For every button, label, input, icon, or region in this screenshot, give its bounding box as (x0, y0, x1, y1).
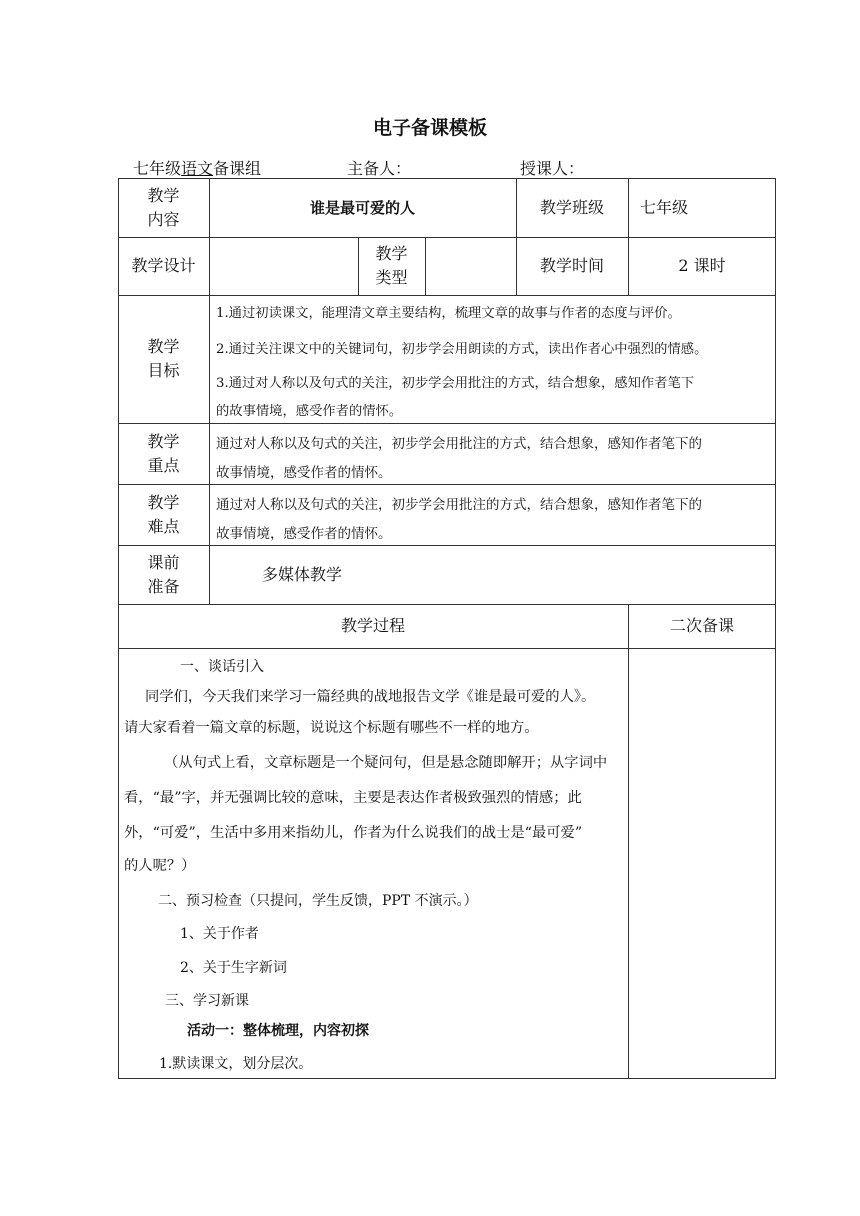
difficulty-line-1: 通过对人称以及句式的关注，初步学会用批注的方式，结合想象，感知作者笔下的 (216, 497, 702, 513)
analysis-line-2: 看，“最”字，并无强调比较的意味，主要是表达作者极致强烈的情感；此 (124, 790, 582, 806)
section2-title: 二、预习检查（只提问，学生反馈，PPT 不演示。） (158, 893, 478, 909)
second-prep-header: 二次备课 (669, 616, 734, 635)
difficulty-line-2: 故事情境，感受作者的情怀。 (216, 526, 392, 542)
type-label (358, 237, 425, 295)
row-divider (118, 648, 776, 649)
col-divider (209, 178, 210, 604)
content-label-line1: 教学 (147, 185, 180, 205)
process-header: 教学过程 (340, 616, 405, 635)
grade-text: 七年级 (133, 159, 182, 178)
prep-label-line2: 准备 (147, 576, 180, 596)
type-label-line1: 教学 (375, 244, 408, 263)
page-title: 电子备课模板 (372, 117, 487, 139)
intro-line-1: 同学们，今天我们来学习一篇经典的战地报告文学《谁是最可爱的人》。 (145, 689, 596, 705)
key-label-line1: 教学 (147, 431, 180, 451)
class-value: 七年级 (640, 197, 689, 217)
group-text: 备课组 (213, 159, 262, 178)
activity1-title: 活动一：整体梳理，内容初探 (187, 1023, 369, 1039)
time-label: 教学时间 (539, 256, 604, 275)
section1-title: 一、谈话引入 (180, 659, 264, 675)
content-label (118, 178, 209, 237)
subject-text: 语文 (181, 159, 214, 178)
prep-label (118, 545, 209, 604)
goal-1: 1.通过初读课文，能理清文章主要结构，梳理文章的故事与作者的态度与评价。 (216, 306, 681, 321)
analysis-line-4: 的人呢？） (124, 858, 196, 874)
section2-item-author: 1、关于作者 (180, 926, 259, 942)
goals-label-line2: 目标 (147, 361, 180, 380)
step1-text: 1.默读课文，划分层次。 (159, 1056, 313, 1072)
row-divider (118, 295, 776, 296)
goal-3-cont: 的故事情境，感受作者的情怀。 (216, 404, 403, 419)
main-preparer-label: 主备人： (347, 159, 412, 178)
goal-3: 3.通过对人称以及句式的关注，初步学会用批注的方式，结合想象，感知作者笔下 (216, 376, 695, 391)
key-label (118, 423, 209, 484)
difficulty-label-line2: 难点 (147, 516, 180, 536)
col-divider (425, 237, 426, 296)
difficulty-label (118, 484, 209, 545)
key-line-1: 通过对人称以及句式的关注，初步学会用批注的方式，结合想象，感知作者笔下的 (216, 436, 702, 452)
section3-title: 三、学习新课 (165, 993, 249, 1009)
goals-label (118, 295, 209, 423)
analysis-line-1: （从句式上看，文章标题是一个疑问句，但是悬念随即解开；从字词中 (164, 755, 608, 771)
analysis-line-3: 外，“可爱”，生活中多用来指幼儿，作者为什么说我们的战士是“最可爱” (124, 825, 583, 841)
design-label: 教学设计 (131, 256, 196, 275)
prep-group (133, 156, 261, 179)
content-label-line2: 内容 (147, 209, 180, 229)
type-label-line2: 类型 (375, 268, 408, 287)
prep-label-line1: 课前 (147, 552, 180, 572)
row-divider (118, 423, 776, 424)
row-divider (118, 484, 776, 485)
goals-label-line1: 教学 (147, 337, 180, 356)
col-divider (628, 604, 629, 1079)
lesson-title: 谁是最可爱的人 (309, 199, 415, 217)
intro-line-2: 请大家看着一篇文章的标题，说说这个标题有哪些不一样的地方。 (124, 720, 539, 736)
key-label-line2: 重点 (147, 455, 180, 475)
prep-value: 多媒体教学 (262, 564, 343, 584)
goal-2: 2.通过关注课文中的关键词句，初步学会用朗读的方式，读出作者心中强烈的情感。 (216, 342, 708, 357)
time-value: 2 课时 (678, 256, 726, 275)
class-label: 教学班级 (539, 197, 604, 217)
section2-item-vocab: 2、关于生字新词 (180, 960, 287, 976)
difficulty-label-line1: 教学 (147, 492, 180, 512)
teacher-label: 授课人： (520, 159, 585, 178)
key-line-2: 故事情境，感受作者的情怀。 (216, 465, 392, 481)
